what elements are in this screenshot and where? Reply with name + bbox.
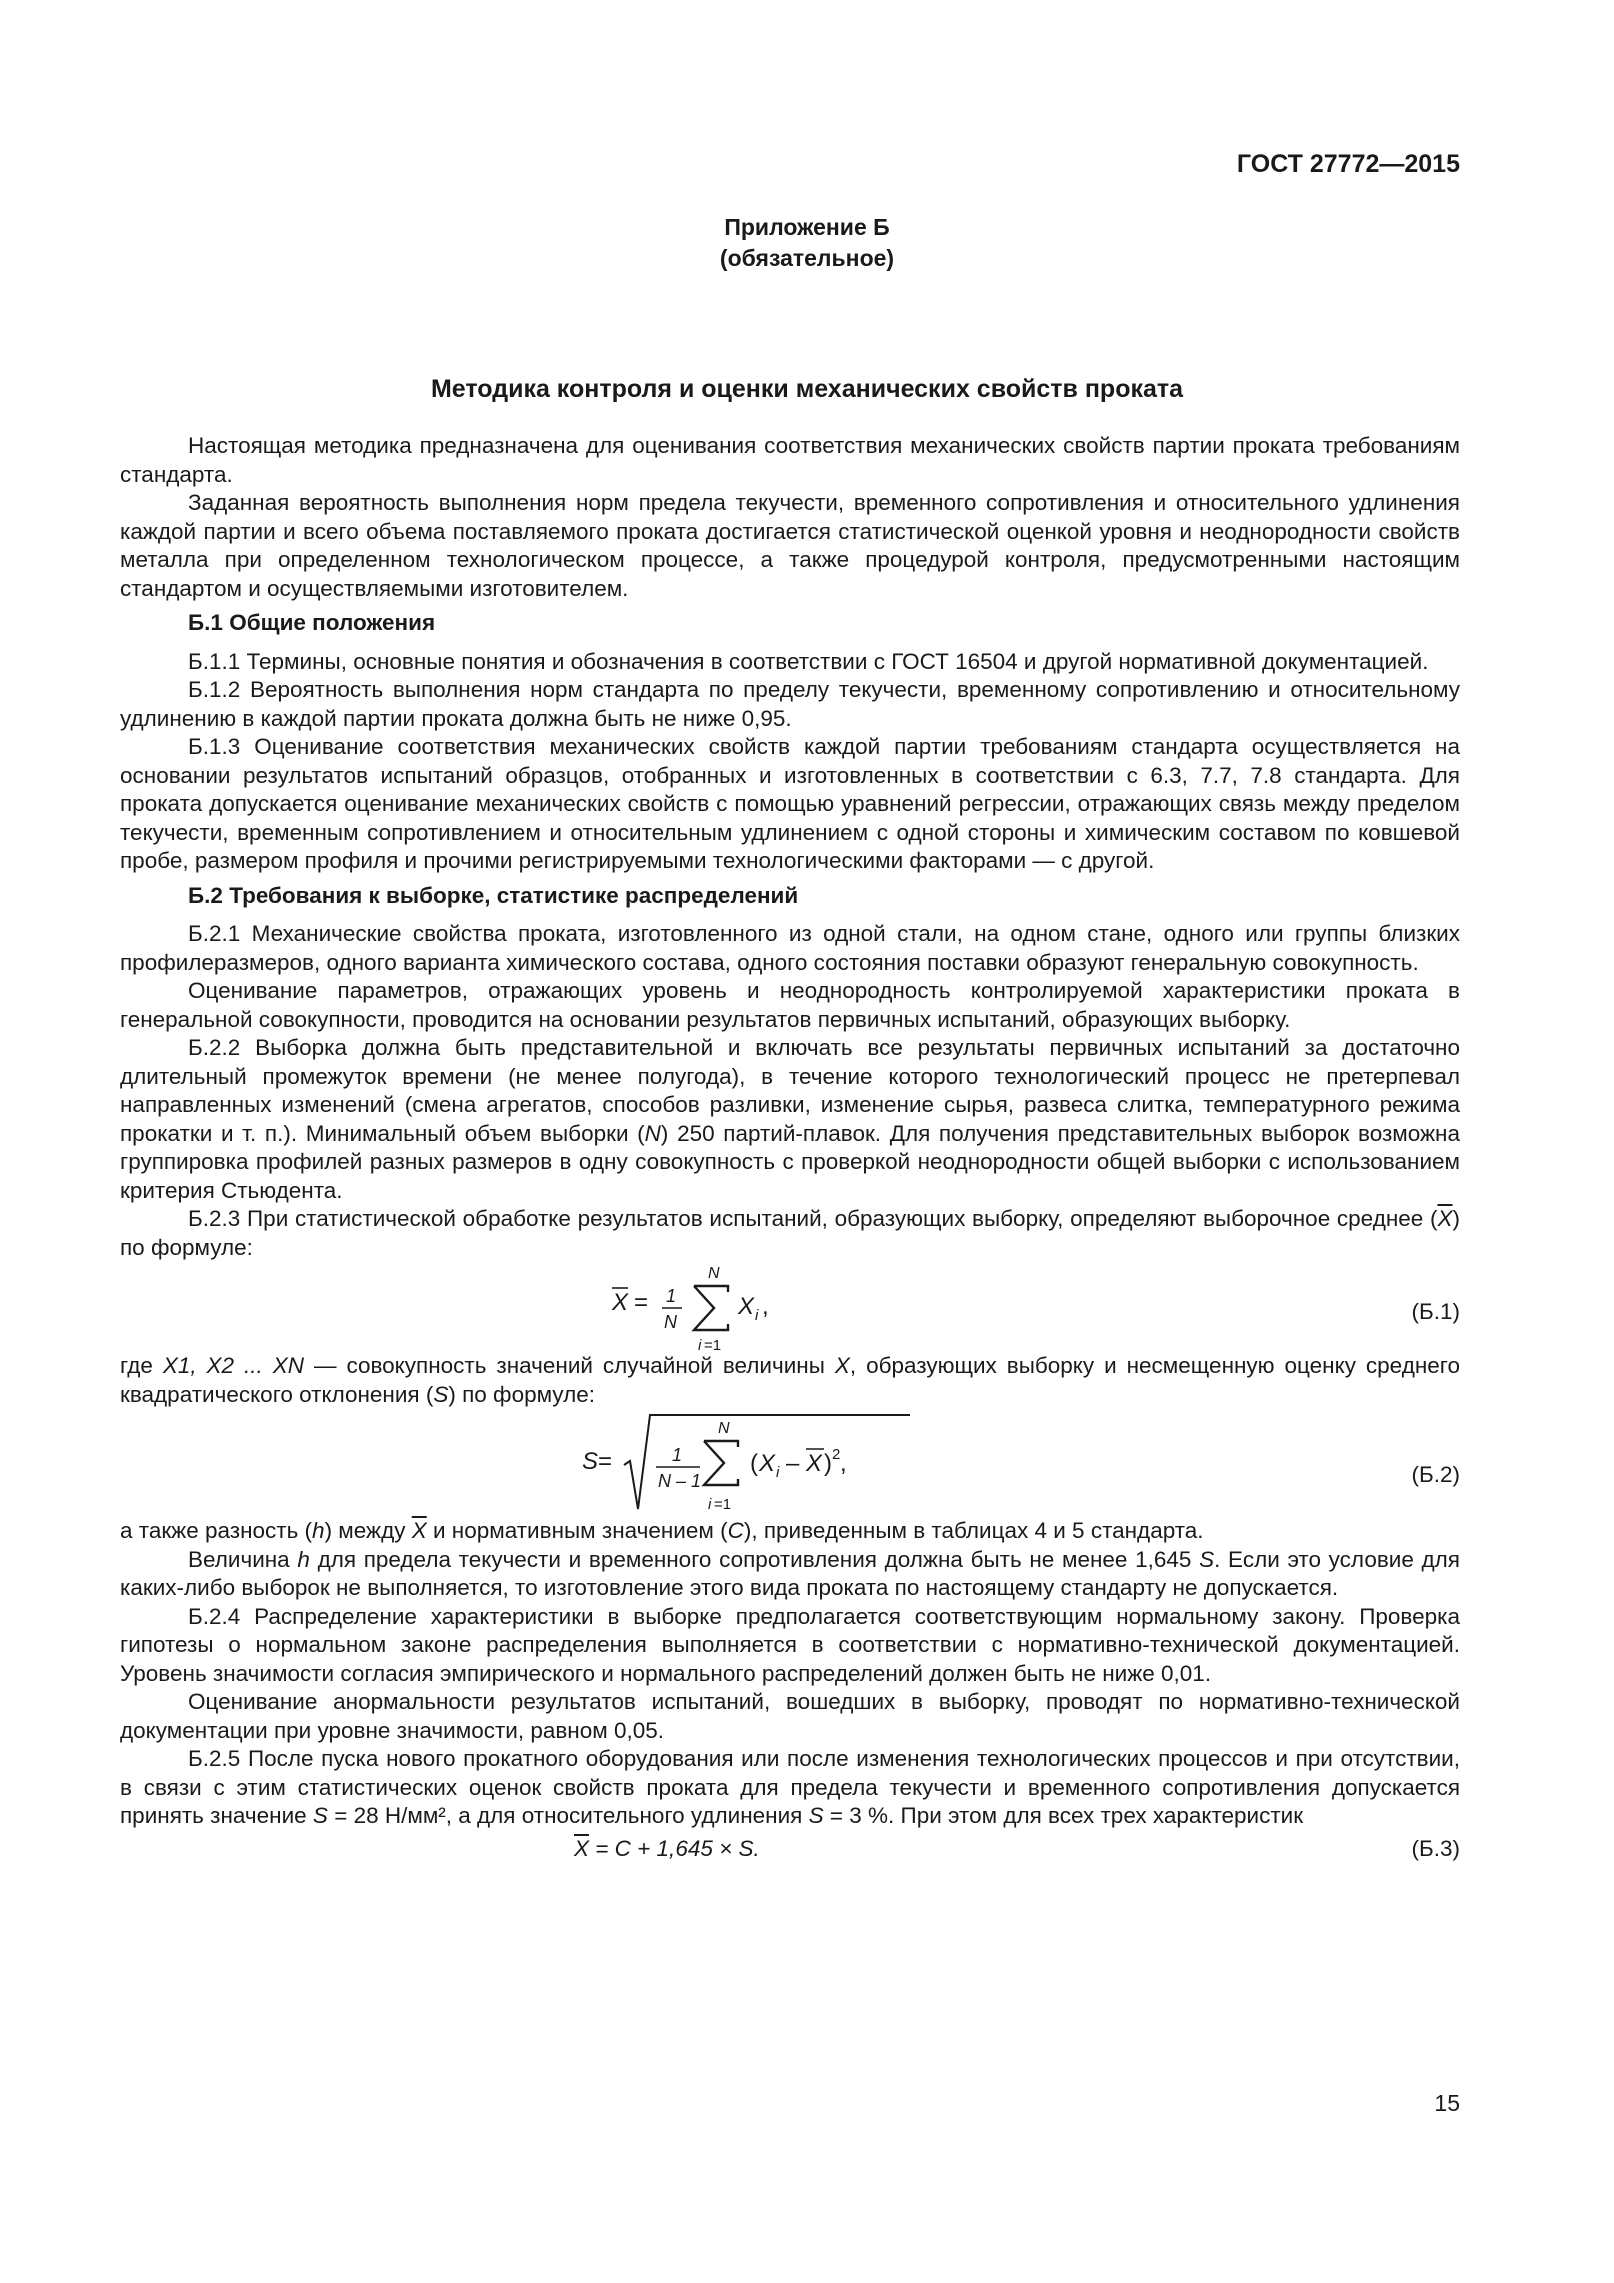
annex-label: Приложение Б	[724, 214, 890, 240]
svg-text:1: 1	[672, 1445, 683, 1465]
svg-text:=1: =1	[704, 1337, 722, 1352]
svg-text:1: 1	[666, 1286, 677, 1306]
clause-b1-3: Б.1.3 Оценивание соответствия механических свойств каждой партии требованиям стандарта осуществляется на основании результатов испытаний образцов, отобранных и изготовленных в соответствии с 6.3, 7.7, 7.8 стандарта. Для проката допускается оценивание механических свойств с помощью уравнений регрессии, отражающих связь между пределом текучести, временным сопротивлением и относительным удлинением с одной стороны и химическим составом по ковшевой пробе, размером профиля и прочими регистрируемыми технологическими факторами — с другой.	[120, 734, 1460, 873]
svg-text:): )	[824, 1450, 832, 1477]
svg-text:N – 1: N – 1	[658, 1471, 702, 1491]
formula-b1	[120, 1262, 1460, 1352]
svg-text:(: (	[750, 1450, 758, 1477]
formula-b2	[120, 1409, 1460, 1517]
annex-status: (обязательное)	[719, 245, 895, 271]
formula-b3-number: (Б.3)	[1411, 1835, 1460, 1861]
svg-text:2: 2	[832, 1446, 841, 1463]
section-b1-heading: Б.1 Общие положения	[188, 610, 436, 635]
formula-b3	[120, 1831, 1460, 1867]
svg-text:i: i	[698, 1337, 702, 1352]
svg-text:N: N	[718, 1420, 730, 1437]
clause-b2-2: Б.2.2 Выборка должна быть представительной и включать все результаты первичных испытаний за достаточно длительный промежуток времени (не менее полугода), в течение которого технологический процесс не претерпевал направленных изменений (смена агрегатов, способов разливки, изменение сырья, развеса слитка, температурного режима прокатки и т. п.). Минимальный объем выборки (N) 250 партий-плавок. Для получения представительных выборок возможна группировка профилей разных размеров в одну совокупность с проверкой неоднородности общей выборки с использованием критерия Стьюдента.	[120, 1035, 1460, 1203]
intro-paragraph-1: Настоящая методика предназначена для оценивания соответствия механических свойств партии проката требованиям стандарта.	[120, 433, 1460, 487]
svg-text:S: S	[582, 1448, 599, 1475]
intro-paragraph-2: Заданная вероятность выполнения норм предела текучести, временного сопротивления и относительного удлинения каждой партии и всего объема поставляемого проката достигается статистической оценкой уровня и неоднородности свойств металла при определенном технологическом процессе, а также процедурой контроля, предусмотренными настоящим стандартом и осуществляемыми изготовителем.	[120, 490, 1460, 601]
annex-heading	[0, 212, 1614, 274]
clause-b2-5: Б.2.5 После пуска нового прокатного оборудования или после изменения технологических процессов и при отсутствии, в связи с этим статистических оценок свойств проката для предела текучести и временного сопротивления допускается принять значение S = 28 Н/мм², а для относительного удлинения S = 3 %. При этом для всех трех характеристик	[120, 1746, 1460, 1828]
clause-b2-3-requirement: Величина h для предела текучести и временного сопротивления должна быть не менее 1,645 S. Если это условие для каких-либо выборок не выполняется, то изготовление этого вида проката по настоящему стандарту не допускается.	[120, 1546, 1460, 1600]
clause-b1-1: Б.1.1 Термины, основные понятия и обозначения в соответствии с ГОСТ 16504 и другой нормативной документацией.	[188, 648, 1429, 674]
formula-b1-expression	[610, 1262, 830, 1352]
clause-b2-4-cont: Оценивание анормальности результатов испытаний, вошедших в выборку, проводят по нормативно-технической документации при уровне значимости, равном 0,05.	[120, 1689, 1460, 1743]
clause-b2-3-where: где X1, X2 ... XN — совокупность значений случайной величины X, образующих выборку и несмещенную оценку среднего квадратического отклонения (S) по формуле:	[120, 1353, 1460, 1407]
sample-values-vars: X1, X2 ... XN	[162, 1353, 305, 1378]
annex-title: Методика контроля и оценки механических свойств проката	[430, 375, 1184, 403]
clause-b2-4: Б.2.4 Распределение характеристики в выборке предполагается соответствующим нормальному закону. Проверка гипотезы о нормальном законе распределения выполняется в соответствии с нормативно-технической документацией. Уровень значимости согласия эмпирического и нормального распределений должен быть не ниже 0,01.	[120, 1603, 1460, 1686]
svg-text:i: i	[708, 1496, 712, 1513]
svg-text:X: X	[738, 1293, 755, 1320]
clause-b2-1-cont: Оценивание параметров, отражающих уровень и неоднородность контролируемой характеристики проката в генеральной совокупности, проводится на основании результатов первичных испытаний, образующих выборку.	[120, 978, 1460, 1032]
clause-b2-3: Б.2.3 При статистической обработке результатов испытаний, образующих выборку, определяют выборочное среднее $(\overline{X})$ по формуле:	[120, 1206, 1460, 1260]
svg-text:N: N	[664, 1312, 677, 1332]
svg-text:=1: =1	[714, 1496, 732, 1513]
page-number: 15	[1434, 2090, 1460, 2116]
svg-text:X: X	[759, 1450, 776, 1477]
svg-text:=: =	[598, 1448, 613, 1475]
svg-text:i: i	[776, 1464, 780, 1481]
svg-text:i: i	[755, 1307, 759, 1324]
formula-b1-number: (Б.1)	[1411, 1299, 1460, 1324]
document-id-header: ГОСТ 27772—2015	[1236, 150, 1460, 178]
document-body	[120, 432, 1460, 1867]
formula-b3-expression: $\overline{X} = C + 1,645 \times S$.	[574, 1835, 760, 1861]
clause-b1-2: Б.1.2 Вероятность выполнения норм стандарта по пределу текучести, временному сопротивлению и относительному удлинению в каждой партии проката должна быть не ниже 0,95.	[120, 677, 1460, 731]
section-b2-heading: Б.2 Требования к выборке, статистике распределений	[188, 882, 799, 908]
clause-b2-3-difference: а также разность (h) между $\overline{X}$ и нормативным значением (C), приведенным в таблицах 4 и 5 стандарта.	[120, 1518, 1204, 1543]
svg-text:,: ,	[762, 1293, 769, 1320]
clause-b2-1: Б.2.1 Механические свойства проката, изготовленного из одной стали, на одном стане, одного или группы близких профилеразмеров, одного варианта химического состава, одного состояния поставки образуют генеральную совокупность.	[120, 921, 1460, 975]
svg-text:=: =	[634, 1289, 649, 1316]
svg-text:X: X	[806, 1450, 823, 1477]
formula-b2-expression	[580, 1409, 920, 1517]
svg-text:X: X	[612, 1289, 629, 1316]
svg-text:–: –	[786, 1450, 800, 1477]
formula-b2-number: (Б.2)	[1411, 1462, 1460, 1487]
svg-text:,: ,	[840, 1450, 847, 1477]
svg-text:N: N	[708, 1265, 720, 1282]
